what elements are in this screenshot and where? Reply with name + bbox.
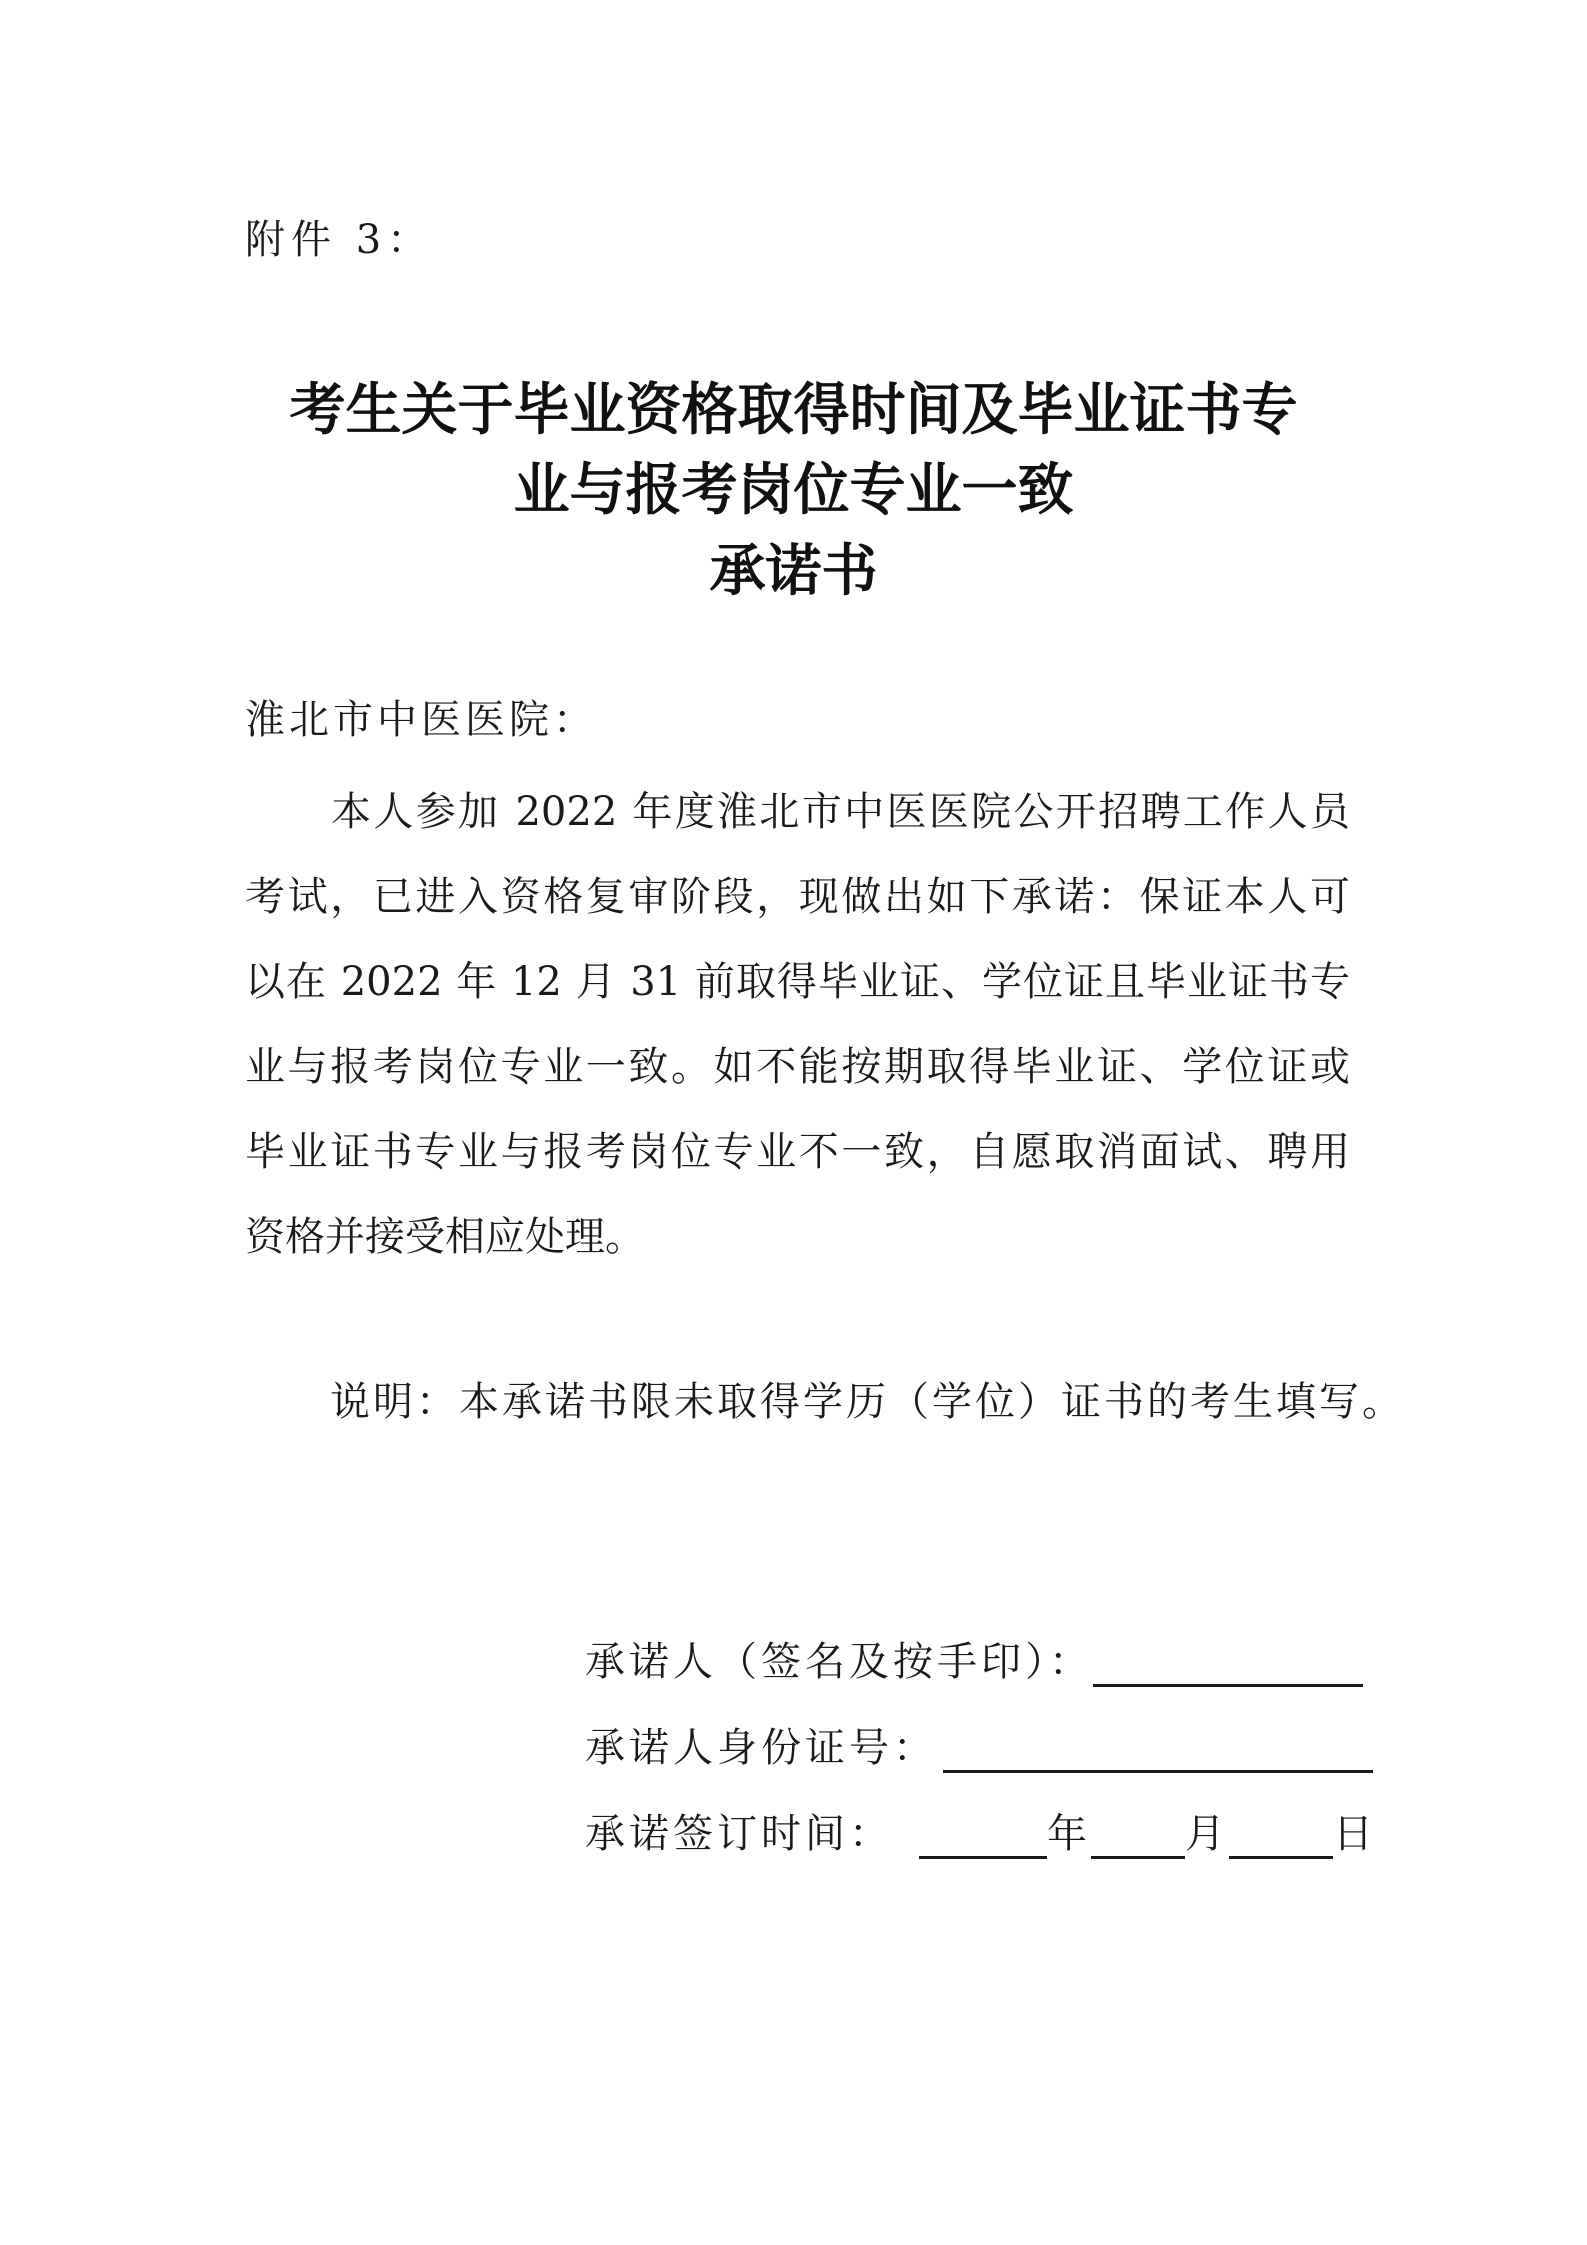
- day-label: 日: [1333, 1811, 1377, 1857]
- day-blank[interactable]: [1229, 1816, 1333, 1859]
- title-line-2: 业与报考岗位专业一致: [513, 458, 1074, 523]
- body-line-5: 毕业证书专业与报考岗位专业不一致，自愿取消面试、聘用: [245, 1129, 1350, 1175]
- title-line-3: 承诺书: [709, 539, 878, 604]
- year-blank[interactable]: [919, 1816, 1047, 1859]
- date-row: [585, 1802, 1377, 1859]
- body-line-3: 以在 2022 年 12 月 31 前取得毕业证、学位证且毕业证书专: [245, 959, 1350, 1005]
- attachment-label: 附件 3：: [245, 217, 434, 263]
- body-line-1: 本人参加 2022 年度淮北市中医医院公开招聘工作人员: [331, 789, 1350, 835]
- signer-row: [585, 1630, 1363, 1687]
- signer-blank[interactable]: [1093, 1644, 1363, 1687]
- note: 说明：本承诺书限未取得学历（学位）证书的考生填写。: [330, 1379, 1405, 1425]
- year-label: 年: [1047, 1811, 1091, 1857]
- signer-label: 承诺人（签名及按手印）：: [585, 1639, 1093, 1685]
- body-line-4: 业与报考岗位专业一致。如不能按期取得毕业证、学位证或: [245, 1044, 1350, 1090]
- date-label: 承诺签订时间：: [585, 1811, 893, 1857]
- id-blank[interactable]: [943, 1730, 1373, 1773]
- month-label: 月: [1185, 1811, 1229, 1857]
- month-blank[interactable]: [1091, 1816, 1185, 1859]
- body-line-6: 资格并接受相应处理。: [245, 1214, 645, 1260]
- title-line-1: 考生关于毕业资格取得时间及毕业证书专: [289, 378, 1298, 443]
- salutation: 淮北市中医医院：: [245, 697, 597, 743]
- body-line-2: 考试，已进入资格复审阶段，现做出如下承诺：保证本人可: [245, 874, 1350, 920]
- id-row: [585, 1716, 1373, 1773]
- id-label: 承诺人身份证号：: [585, 1725, 937, 1771]
